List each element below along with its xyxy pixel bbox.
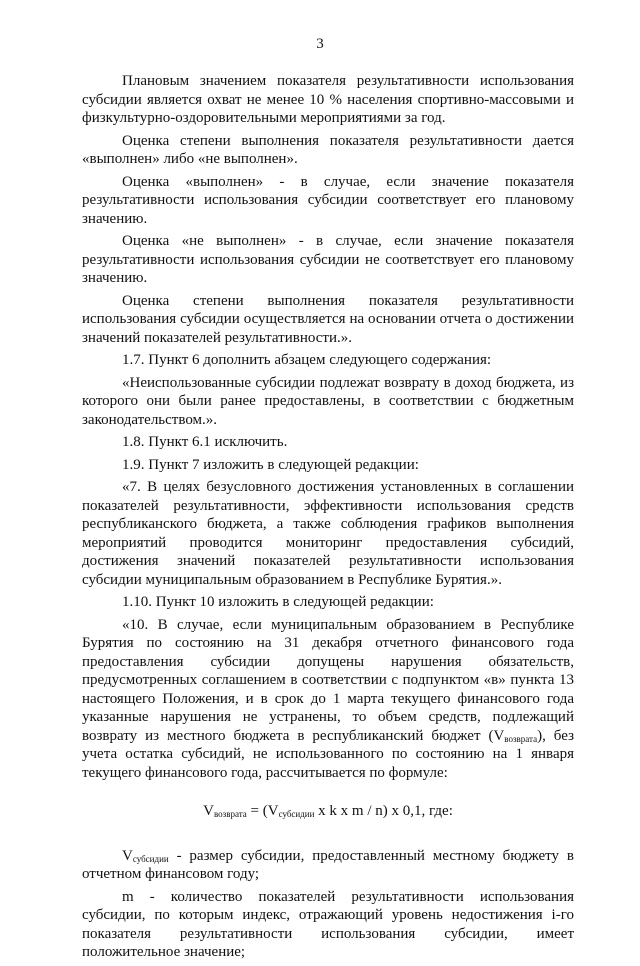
definition-m: m - количество показателей результативности использования субсидии, по которым индекс, отражающий уровень недостижения i-го показателя результативности использования субсидии, имеет положительное значение; [82,888,574,960]
paragraph: Оценка степени выполнения показателя результативности использования субсидии осуществляется на основании отчета о достижении значений показателей результативности.». [82,292,574,346]
definition-v-subsidy [82,847,574,884]
paragraph-point-10 [82,616,574,783]
formula-subscript: возврата [213,809,247,819]
paragraph: Плановым значением показателя результативности использования субсидии является охват не менее 10 % населения спортивно-массовыми и физкультурно-оздоровительными мероприятиями за год. [82,73,574,126]
paragraph: 1.7. Пункт 6 дополнить абзацем следующего содержания: [122,352,492,368]
formula-v: V [203,803,214,819]
text-segment: ), без учета остатка субсидий, не использованного по состоянию на 1 января текущего финансового года, рассчитывается по формуле: [82,727,574,781]
paragraph: «Неиспользованные субсидии подлежат возврату в доход бюджета, из которого они были ранее предоставлены, в соответствии с бюджетным законодательством.». [82,374,574,428]
text-segment: «10. В случае, если муниципальным образованием в Республике Бурятия по состоянию на 31 декабря отчетного финансового года предоставления субсидии допущены нарушения обязательств, предусмотренных соглашением в соответствии с подпунктом «в» пункта 13 настоящего Положения, и в срок до 1 марта текущего финансового года указанные нарушения не устранены, то объем средств, подлежащий возврату из местного бюджета в республиканский бюджет (V [82,616,574,744]
subscript: субсидии [132,853,169,864]
page-number: 3 [316,36,324,52]
paragraph: Оценка «выполнен» - в случае, если значение показателя результативности использования субсидии соответствует его плановому значению. [82,173,574,227]
subscript: возврата [504,733,538,744]
paragraph: 1.8. Пункт 6.1 исключить. [122,434,288,450]
formula-subscript: субсидии [278,809,315,819]
definition-text: - размер субсидии, предоставленный местному бюджету в отчетном финансовом году; [82,847,574,882]
paragraph: 1.9. Пункт 7 изложить в следующей редакции: [122,456,419,473]
paragraph: Оценка «не выполнен» - в случае, если значение показателя результативности использования субсидии не соответствует его плановому значению. [82,233,574,286]
paragraph: «7. В целях безусловного достижения установленных в соглашении показателей результативности, эффективности использования средств республиканского бюджета, а также соблюдения графиков выполнения мероприятий проводится мониторинг предоставления субсидий, достижения значений показателей результативности использования субсидии муниципальным образованием в Республике Бурятия.». [82,479,574,588]
document-body [82,72,574,966]
formula-part: x k x m / n) x 0,1, где: [314,803,453,819]
formula-part: = (V [246,803,279,819]
definition-symbol: V [122,847,133,864]
formula [82,802,574,821]
paragraph: Оценка степени выполнения показателя результативности дается «выполнен» либо «не выполнен». [82,132,574,167]
paragraph: 1.10. Пункт 10 изложить в следующей редакции: [122,594,434,610]
